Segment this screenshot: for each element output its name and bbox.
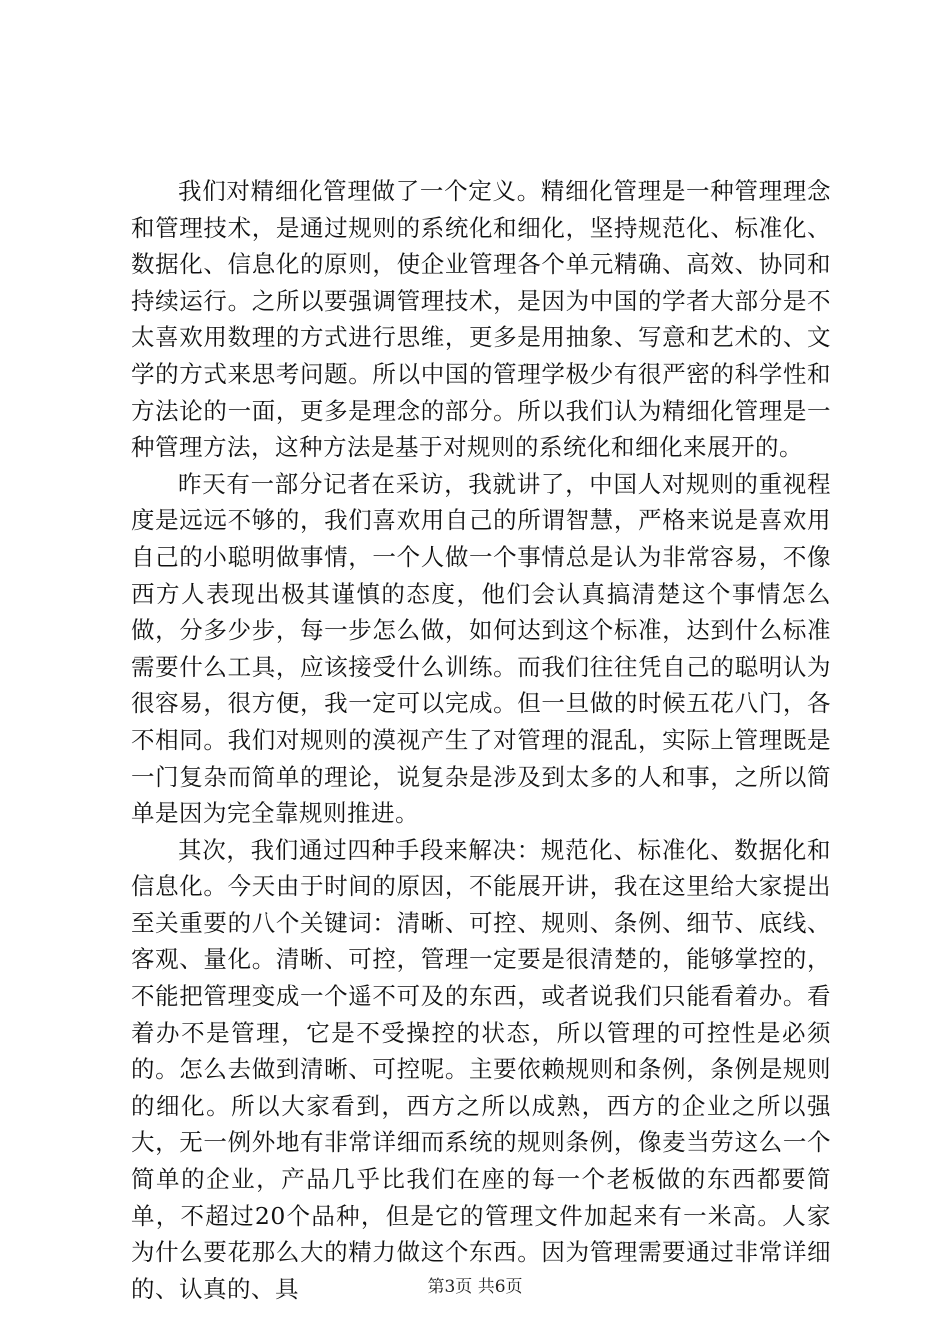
paragraph-2: 昨天有一部分记者在采访，我就讲了，中国人对规则的重视程度是远远不够的，我们喜欢用自己的所谓智慧，严格来说是喜欢用自己的小聪明做事情，一个人做一个事情总是认为非常容易，不像西方人表现出极其谨慎的态度，他们会认真搞清楚这个事情怎么做，分多少步，每一步怎么做，如何达到这个标准，达到什么标准需要什么工具，应该接受什么训练。而我们往往凭自己的聪明认为很容易，很方便，我一定可以完成。但一旦做的时候五花八门，各不相同。我们对规则的漠视产生了对管理的混乱，实际上管理既是一门复杂而简单的理论，说复杂是涉及到太多的人和事，之所以简单是因为完全靠规则推进。 bbox=[131, 469, 831, 828]
paragraph-1: 我们对精细化管理做了一个定义。精细化管理是一种管理理念和管理技术，是通过规则的系统化和细化，坚持规范化、标准化、数据化、信息化的原则，使企业管理各个单元精确、高效、协同和持续运行。之所以要强调管理技术，是因为中国的学者大部分是不太喜欢用数理的方式进行思维，更多是用抽象、写意和艺术的、文学的方式来思考问题。所以中国的管理学极少有很严密的科学性和方法论的一面，更多是理念的部分。所以我们认为精细化管理是一种管理方法，这种方法是基于对规则的系统化和细化来展开的。 bbox=[131, 177, 831, 462]
document-body bbox=[131, 173, 831, 1307]
paragraph-3: 其次，我们通过四种手段来解决：规范化、标准化、数据化和信息化。今天由于时间的原因，不能展开讲，我在这里给大家提出至关重要的八个关键词：清晰、可控、规则、条例、细节、底线、客观、量化。清晰、可控，管理一定要是很清楚的，能够掌控的，不能把管理变成一个遥不可及的东西，或者说我们只能看着办。看着办不是管理，它是不受操控的状态，所以管理的可控性是必须的。怎么去做到清晰、可控呢。主要依赖规则和条例，条例是规则的细化。所以大家看到，西方之所以成熟，西方的企业之所以强大，无一例外地有非常详细而系统的规则条例，像麦当劳这么一个简单的企业，产品几乎比我们在座的每一个老板做的东西都要简单，不超过20个品种，但是它的管理文件加起来有一米高。人家为什么要花那么大的精力做这个东西。因为管理需要通过非常详细的、认真的、具 bbox=[131, 835, 831, 1303]
page-number-footer: 第3页 共6页 bbox=[427, 1277, 523, 1297]
